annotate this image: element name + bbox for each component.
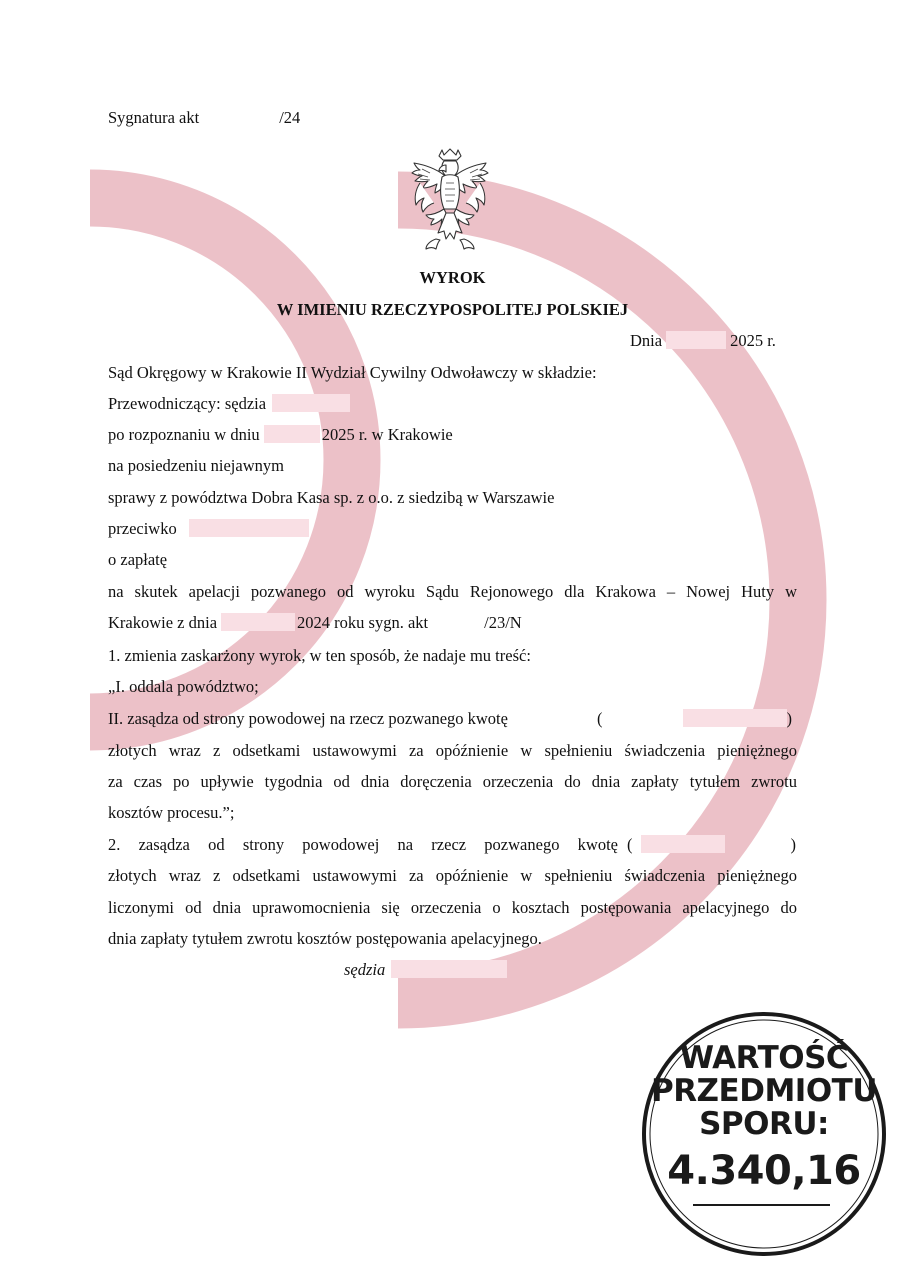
appeal-line-2	[108, 613, 522, 633]
redaction-box	[641, 835, 725, 853]
appeal-date-label: Krakowie z dnia	[108, 613, 218, 632]
court-line: Sąd Okręgowy w Krakowie II Wydział Cywilny Odwoławczy w składzie:	[108, 363, 597, 382]
appeal-case-suffix: /23/N	[484, 613, 522, 632]
stamp-value: 4.340,16	[667, 1148, 861, 1194]
page-title: WYROK	[419, 268, 486, 287]
point-1-ii-line-4: kosztów procesu.”;	[108, 803, 235, 822]
point-2-line-2: złotych wraz z odsetkami ustawowymi za opóźnienie w spełnieniu świadczenia pieniężnego	[108, 866, 797, 885]
polish-eagle-emblem	[400, 143, 500, 255]
appeal-line-1: na skutek apelacji pozwanego od wyroku Sądu Rejonowego dla Krakowa – Nowej Huty w	[108, 582, 797, 601]
point-1-ii-text: II. zasądza od strony powodowej na rzecz pozwanego kwotę	[108, 709, 508, 728]
against-label: przeciwko	[108, 519, 177, 538]
appeal-case-label: 2024 roku sygn. akt	[297, 613, 429, 632]
point-1-ii-line-2: złotych wraz z odsetkami ustawowymi za opóźnienie w spełnieniu świadczenia pieniężnego	[108, 741, 797, 760]
judge-signature	[344, 960, 507, 980]
open-paren: (	[597, 709, 603, 728]
hearing-line	[108, 425, 453, 445]
session-line: na posiedzeniu niejawnym	[108, 456, 284, 475]
redaction-box	[189, 519, 309, 537]
redaction-box	[666, 331, 726, 349]
close-paren: )	[790, 835, 796, 854]
redaction-box	[272, 394, 350, 412]
case-signature-label: Sygnatura akt	[108, 108, 200, 127]
case-signature	[108, 108, 300, 128]
hearing-suffix: 2025 r. w Krakowie	[321, 425, 453, 444]
point-1-ii-amount	[597, 709, 792, 729]
stamp-line-3: SPORU:	[699, 1106, 829, 1142]
close-paren: )	[786, 709, 792, 728]
hearing-prefix: po rozpoznaniu w dniu	[108, 425, 260, 444]
point-2-line-3: liczonymi od dnia uprawomocnienia się orzeczenia o kosztach postępowania apelacyjnego do	[108, 898, 797, 917]
redaction-box	[221, 613, 295, 631]
stamp-underline	[693, 1204, 830, 1206]
point-2-line-1: 2. zasądza od strony powodowej na rzecz pozwanego kwotę	[108, 835, 618, 854]
claim-line: sprawy z powództwa Dobra Kasa sp. z o.o. z siedzibą w Warszawie	[108, 488, 555, 507]
point-1: 1. zmienia zaskarżony wyrok, w ten sposób, że nadaje mu treść:	[108, 646, 531, 665]
judge-signature-label: sędzia	[344, 960, 386, 979]
stamp-line-1: WARTOŚĆ	[679, 1040, 849, 1076]
point-1-i: „I. oddala powództwo;	[108, 677, 259, 696]
redaction-box	[264, 425, 320, 443]
point-2-amount	[627, 835, 796, 855]
redaction-box	[683, 709, 787, 727]
judgment-date-prefix: Dnia	[630, 331, 663, 350]
redaction-box	[391, 960, 507, 978]
stamp-line-2: PRZEDMIOTU	[650, 1073, 878, 1109]
presiding-label: Przewodniczący: sędzia	[108, 394, 267, 413]
judgment-date-suffix: 2025 r.	[730, 331, 776, 350]
point-1-ii-line-1	[108, 709, 508, 729]
presiding-line	[108, 394, 350, 414]
open-paren: (	[627, 835, 633, 854]
page-subtitle: W IMIENIU RZECZYPOSPOLITEJ POLSKIEJ	[276, 300, 629, 319]
value-stamp-text	[640, 1042, 888, 1195]
judgment-date	[630, 331, 776, 351]
point-2-line-4: dnia zapłaty tytułem zwrotu kosztów postępowania apelacyjnego.	[108, 929, 542, 948]
point-1-ii-line-3: za czas po upływie tygodnia od dnia doręczenia orzeczenia do dnia zapłaty tytułem zwrotu	[108, 772, 797, 791]
subject-line: o zapłatę	[108, 550, 168, 569]
against-line	[108, 519, 309, 539]
case-signature-suffix: /24	[279, 108, 301, 127]
